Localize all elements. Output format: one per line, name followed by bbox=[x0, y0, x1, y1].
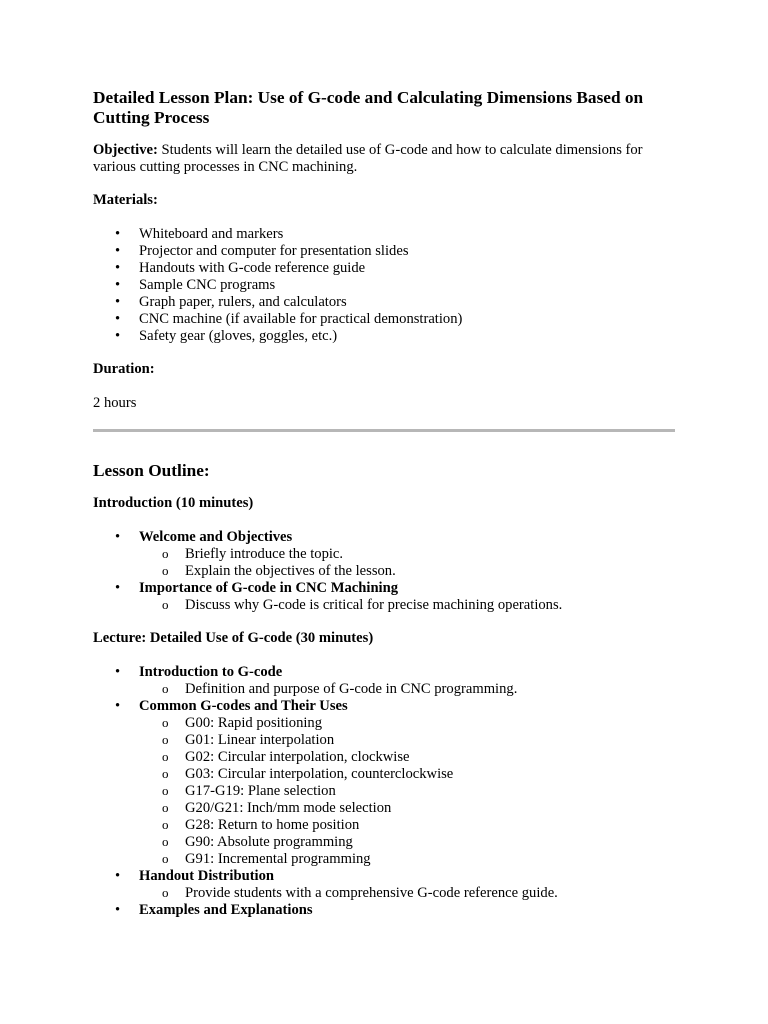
horizontal-rule bbox=[93, 429, 675, 432]
sub-list-item: o G90: Absolute programming bbox=[139, 834, 678, 851]
list-item: • Projector and computer for presentation slides bbox=[93, 243, 678, 260]
sub-list-item: o Provide students with a comprehensive G-code reference guide. bbox=[139, 885, 678, 902]
list-item bbox=[93, 902, 678, 919]
sub-list-item: o G02: Circular interpolation, clockwise bbox=[139, 749, 678, 766]
objective-label: Objective: bbox=[93, 142, 158, 158]
sub-list-item: o Briefly introduce the topic. bbox=[139, 546, 678, 563]
sub-list-item: o G20/G21: Inch/mm mode selection bbox=[139, 800, 678, 817]
sub-list-item: o Discuss why G-code is critical for precise machining operations. bbox=[139, 597, 678, 614]
sub-list-item: o G28: Return to home position bbox=[139, 817, 678, 834]
lesson-outline-heading: Lesson Outline: bbox=[93, 461, 210, 480]
list-item-label: Handout Distribution bbox=[139, 868, 275, 884]
list-item: • Graph paper, rulers, and calculators bbox=[93, 294, 678, 311]
document-title: Detailed Lesson Plan: Use of G-code and Calculating Dimensions Based on Cutting Process bbox=[93, 88, 644, 127]
sub-list-item: o Definition and purpose of G-code in CNC programming. bbox=[139, 681, 678, 698]
sub-list-item: o G91: Incremental programming bbox=[139, 851, 678, 868]
list-item bbox=[93, 868, 678, 902]
sub-list-item: o Explain the objectives of the lesson. bbox=[139, 563, 678, 580]
document-body bbox=[93, 88, 678, 935]
introduction-heading: Introduction (10 minutes) bbox=[93, 495, 254, 511]
list-item: • Safety gear (gloves, goggles, etc.) bbox=[93, 328, 678, 345]
sub-list-item: o G03: Circular interpolation, counterclockwise bbox=[139, 766, 678, 783]
list-item bbox=[93, 580, 678, 614]
list-item: • Whiteboard and markers bbox=[93, 226, 678, 243]
list-item bbox=[93, 664, 678, 698]
sub-list bbox=[139, 715, 678, 868]
sub-list-item: o G00: Rapid positioning bbox=[139, 715, 678, 732]
list-item: • Handouts with G-code reference guide bbox=[93, 260, 678, 277]
sub-list-item: o G17-G19: Plane selection bbox=[139, 783, 678, 800]
materials-list bbox=[93, 226, 678, 345]
list-item-label: Welcome and Objectives bbox=[139, 529, 293, 545]
sub-list bbox=[139, 546, 678, 580]
list-item bbox=[93, 698, 678, 868]
lecture-list bbox=[93, 664, 678, 919]
list-item: • CNC machine (if available for practical demonstration) bbox=[93, 311, 678, 328]
objective-paragraph bbox=[93, 142, 678, 176]
introduction-list bbox=[93, 529, 678, 614]
objective-text: Students will learn the detailed use of G-code and how to calculate dimensions for various cutting processes in CNC machining. bbox=[93, 142, 643, 175]
sub-list bbox=[139, 597, 678, 614]
materials-label: Materials: bbox=[93, 192, 158, 208]
list-item bbox=[93, 529, 678, 580]
duration-label: Duration: bbox=[93, 361, 155, 377]
list-item-label: Common G-codes and Their Uses bbox=[139, 698, 348, 714]
list-item-label: Examples and Explanations bbox=[139, 902, 313, 918]
sub-list bbox=[139, 885, 678, 902]
sub-list-item: o G01: Linear interpolation bbox=[139, 732, 678, 749]
list-item-label: Importance of G-code in CNC Machining bbox=[139, 580, 399, 596]
sub-list bbox=[139, 681, 678, 698]
lecture-heading: Lecture: Detailed Use of G-code (30 minutes) bbox=[93, 630, 374, 646]
duration-value: 2 hours bbox=[93, 395, 137, 411]
list-item: • Sample CNC programs bbox=[93, 277, 678, 294]
list-item-label: Introduction to G-code bbox=[139, 664, 283, 680]
